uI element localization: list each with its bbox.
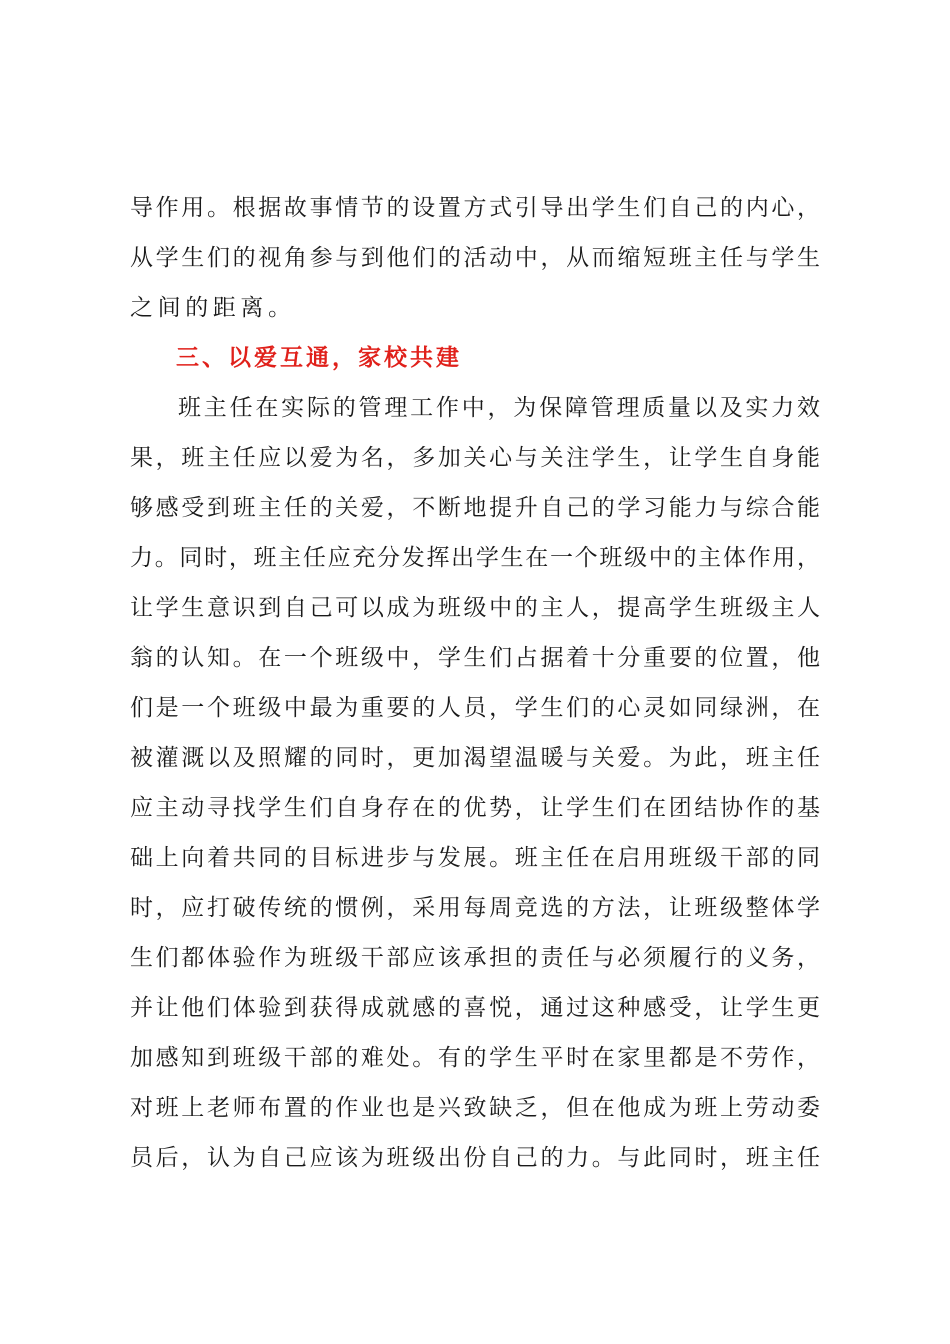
paragraph-line: 让学生意识到自己可以成为班级中的主人，提高学生班级主人 <box>130 595 820 621</box>
paragraph-line: 够感受到班主任的关爱，不断地提升自己的学习能力与综合能 <box>130 495 820 521</box>
paragraph-line: 生们都体验作为班级干部应该承担的责任与必须履行的义务， <box>130 945 820 971</box>
paragraph-line: 被灌溉以及照耀的同时，更加渴望温暖与关爱。为此，班主任 <box>130 745 820 771</box>
paragraph-line: 之间的距离。 <box>130 295 296 321</box>
paragraph-line: 时，应打破传统的惯例，采用每周竞选的方法，让班级整体学 <box>130 895 820 921</box>
section-heading: 三、以爱互通，家校共建 <box>176 345 462 371</box>
paragraph-line: 果，班主任应以爱为名，多加关心与关注学生，让学生自身能 <box>130 445 820 471</box>
paragraph-line: 们是一个班级中最为重要的人员，学生们的心灵如同绿洲，在 <box>130 695 820 721</box>
paragraph-line: 加感知到班级干部的难处。有的学生平时在家里都是不劳作， <box>130 1045 820 1071</box>
paragraph-line: 从学生们的视角参与到他们的活动中，从而缩短班主任与学生 <box>130 245 820 271</box>
paragraph-line: 班主任在实际的管理工作中，为保障管理质量以及实力效 <box>178 395 820 421</box>
paragraph-line: 础上向着共同的目标进步与发展。班主任在启用班级干部的同 <box>130 845 820 871</box>
paragraph-line: 员后，认为自己应该为班级出份自己的力。与此同时，班主任 <box>130 1145 820 1171</box>
paragraph-line: 力。同时，班主任应充分发挥出学生在一个班级中的主体作用， <box>130 545 820 571</box>
paragraph-line: 对班上老师布置的作业也是兴致缺乏，但在他成为班上劳动委 <box>130 1095 820 1121</box>
document-body <box>130 183 820 1183</box>
paragraph-line: 并让他们体验到获得成就感的喜悦，通过这种感受，让学生更 <box>130 995 820 1021</box>
paragraph-line: 导作用。根据故事情节的设置方式引导出学生们自己的内心， <box>130 195 820 221</box>
paragraph-line: 应主动寻找学生们自身存在的优势，让学生们在团结协作的基 <box>130 795 820 821</box>
paragraph-line: 翁的认知。在一个班级中，学生们占据着十分重要的位置，他 <box>130 645 820 671</box>
